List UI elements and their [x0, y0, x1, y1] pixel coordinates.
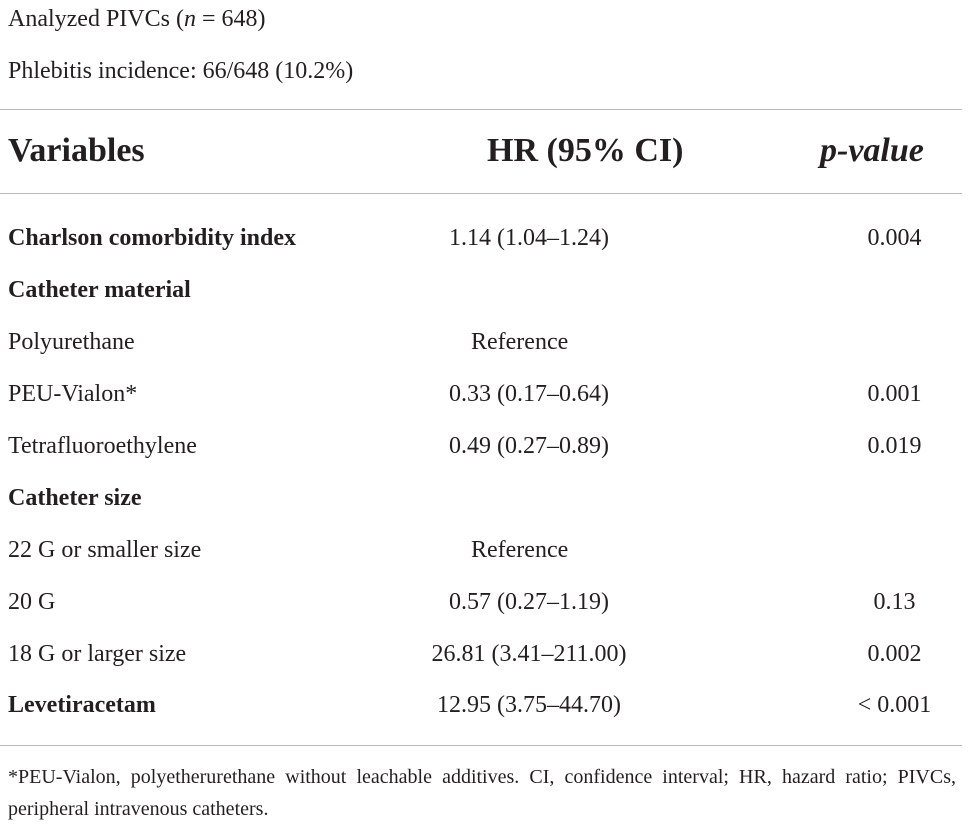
variable-cell: 18 G or larger size — [8, 641, 187, 667]
hr-cell: Reference — [471, 329, 569, 355]
n-symbol: n — [183, 6, 196, 32]
table-row — [0, 223, 962, 253]
table-row — [0, 587, 962, 617]
table-row — [0, 535, 962, 565]
variable-cell: 20 G — [8, 589, 56, 615]
table-row — [0, 327, 962, 357]
p-value-cell: < 0.001 — [857, 692, 932, 718]
header-p-value: p-value — [820, 132, 924, 169]
table-row — [0, 275, 962, 305]
variable-cell: PEU-Vialon* — [8, 381, 138, 407]
p-value-cell: 0.019 — [867, 433, 922, 459]
table-row — [0, 639, 962, 669]
variable-cell: Levetiracetam — [8, 692, 156, 718]
header-hr: HR (95% CI) — [487, 132, 684, 169]
hr-cell: 0.49 (0.27–0.89) — [449, 433, 609, 459]
header-variables: Variables — [8, 132, 145, 169]
table-header-rule — [0, 193, 962, 194]
variable-cell: Catheter material — [8, 277, 191, 303]
variable-cell: Tetrafluoroethylene — [8, 433, 197, 459]
p-value-cell: 0.13 — [873, 589, 916, 615]
variable-cell: 22 G or smaller size — [8, 537, 202, 563]
table-row — [0, 431, 962, 461]
hr-cell: Reference — [471, 537, 569, 563]
table-row — [0, 483, 962, 513]
table-bottom-rule — [0, 745, 962, 746]
table-row — [0, 379, 962, 409]
table-top-rule — [0, 109, 962, 110]
hr-cell: 0.33 (0.17–0.64) — [449, 381, 609, 407]
hr-cell: 0.57 (0.27–1.19) — [449, 589, 609, 615]
table-row — [0, 690, 962, 720]
variable-cell: Polyurethane — [8, 329, 135, 355]
table-footnote: *PEU-Vialon, polyetherurethane without leachable additives. CI, confidence interval; HR, hazard ratio; PIVCs, peripheral intravenous catheters. — [8, 766, 956, 820]
p-value-cell: 0.002 — [867, 641, 922, 667]
variable-cell: Charlson comorbidity index — [8, 225, 297, 251]
hr-cell: 12.95 (3.75–44.70) — [437, 692, 621, 718]
analyzed-count: Analyzed PIVCs (n = 648) — [8, 6, 266, 32]
hr-cell: 1.14 (1.04–1.24) — [449, 225, 609, 251]
variable-cell: Catheter size — [8, 485, 142, 511]
phlebitis-incidence: Phlebitis incidence: 66/648 (10.2%) — [8, 58, 354, 84]
hr-cell: 26.81 (3.41–211.00) — [431, 641, 627, 667]
p-value-cell: 0.004 — [867, 225, 922, 251]
p-value-cell: 0.001 — [867, 381, 922, 407]
